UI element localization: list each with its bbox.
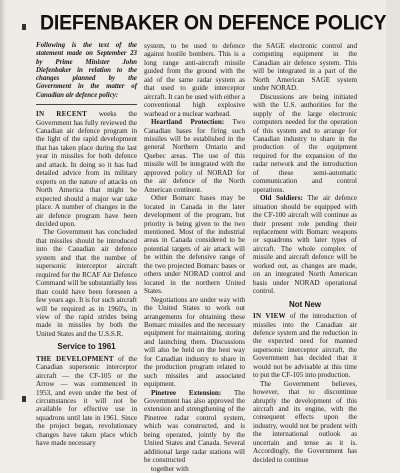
page-edge: [0, 0, 6, 400]
paragraph: The Government has concluded that missiles should be introduced into the Canadian air defence system and that the number of supersonic interceptor aircraft required for the RCAF Air Defence Command will be substantially less than could have been foreseen a few years ago. It is for such aircraft will be required as in 1960's, in view of the rapid strides being made in missiles by both the United States and the U.S.S.R.: [36, 228, 137, 338]
margin-mark: [22, 24, 26, 30]
paragraph-text: weeks the Government has fully reviewed the Canadian air defence program in the light of the rapid development that has taken place during the last year in missiles for both defence and attack. In doing so it has had detailed advice from its military experts on the nature of attacks on North America that might be expected should a major war take place. A number of changes in the air defence program have been decided upon.: [36, 110, 137, 228]
paragraph: together with: [151, 464, 189, 473]
headline: DIEFENBAKER ON DEFENCE POLICY: [40, 10, 387, 35]
paragraph: The Government believes, however, that to discontinue abruptly the development of this aircraft and its engine, with the consequent effects upon the industry, would not be prudent with the international outlook as uncertain and tense as it is. Accordingly, the Government has decided to continue: [253, 379, 357, 464]
column-2: [144, 42, 245, 473]
paragraph: [144, 118, 245, 194]
paragraph-lead: Heartland Protection:: [151, 118, 225, 127]
paragraph: [144, 389, 245, 465]
paragraph: Other Bomarc bases may be located in Canada in the later development of the program, but priority is being given to the two mentioned. Most of the industrial areas in Canada considered to be potential targets of air attack will be within the defensive range of the two projected Bomarc bases or others under NORAD control and located in the northern United States.: [144, 194, 245, 296]
margin-mark: [22, 396, 26, 402]
paragraph: system, to be used to defence against hostile bombers. This is a long range anti-aircraft missile guided from the ground with the aid of the same radar system as that used to guide interceptor aircraft. It can be used with either a conventional high explosive warhead or a nuclear warhead.: [144, 42, 245, 118]
paragraph: Negotiations are under way with the United States to work out arrangements for obtaining these Bomarc missiles and the necessary equipment for maintaining, storing and launching them. Discussions will also be held on the best way for Canadian industry to share in the production program related to such missiles and associated equipment.: [144, 295, 245, 389]
paragraph: Discussions are being initiated with the U.S. authorities for the supply of the large electronic computers needed for the operation of this system and to arrange for Canadian industry to share in the production of the equipment required for the expansion of the radar network and the introduction of these semi-automatic communication and control operations.: [253, 92, 357, 194]
subhead: Not New: [289, 299, 321, 309]
column-1: [36, 42, 137, 448]
headline-bar: [36, 10, 387, 35]
paragraph-text: The air defence situation should be equipped with the CF-100 aircraft will continue as their present role pending their replacement with Bomarc weapons or squadrons with later types of aircraft. The whole complex of missile and aircraft defence will be worked out, as changes are made, on an integrated North American basis under NORAD operational control.: [253, 194, 357, 296]
intro-box: [36, 42, 137, 105]
subhead: Service to 1961: [57, 342, 116, 352]
page-margin: [386, 0, 400, 400]
paragraph-text: The Government has also approved the extension and strengthening of the Pinetree radar control system, which was constructed, and is being operated, jointly by the United States and Canada. Several additional large radar stations will be constructed: [144, 388, 245, 465]
paragraph-lead: IN VIEW: [253, 312, 286, 321]
paragraph: [253, 312, 357, 380]
paragraph: [36, 355, 137, 448]
column-3: [253, 42, 357, 464]
paragraph-text: of the introduction of missiles into the Canadian air defence system and the reduction in the expected need for manned supersonic interceptor aircraft, the Government has decided that it would not be advisable at this time to put the CF-105 into production.: [253, 312, 357, 380]
paragraph-lead: Old Soldiers:: [260, 194, 303, 203]
intro-text: Following is the text of the statement made on September 23 by Prime Minister John Diefenbaker in relation to the changes planned by the Government in the matter of Canadian air defence policy:: [36, 42, 137, 99]
paragraph: [253, 194, 357, 295]
paragraph: [36, 110, 137, 228]
paragraph-lead: IN RECENT: [36, 110, 88, 119]
paragraph-lead: Pinetree Extension:: [151, 388, 222, 397]
paragraph-lead: THE DEVELOPMENT: [36, 354, 114, 363]
paragraph: the SAGE electronic control and computing equipment in the Canadian air defence system. This will be integrated in a part of the North American SAGE system under NORAD.: [253, 42, 357, 93]
paragraph-text: Two Canadian bases for firing such missiles will be established in the general Northern Ontario and Quebec areas. The use of this missile will be integrated with the approved policy of NORAD for the air defence of the North American continent.: [144, 118, 245, 194]
paragraph-text: of the Canadian supersonic interceptor aircraft — the CF-105 or the Arrow — was commenced in 1953, and even under the best of circumstances it will not be available for effective use in squadrons until late in 1961. Since the project began, revolutionary changes have taken place which have made necessary: [36, 354, 137, 448]
